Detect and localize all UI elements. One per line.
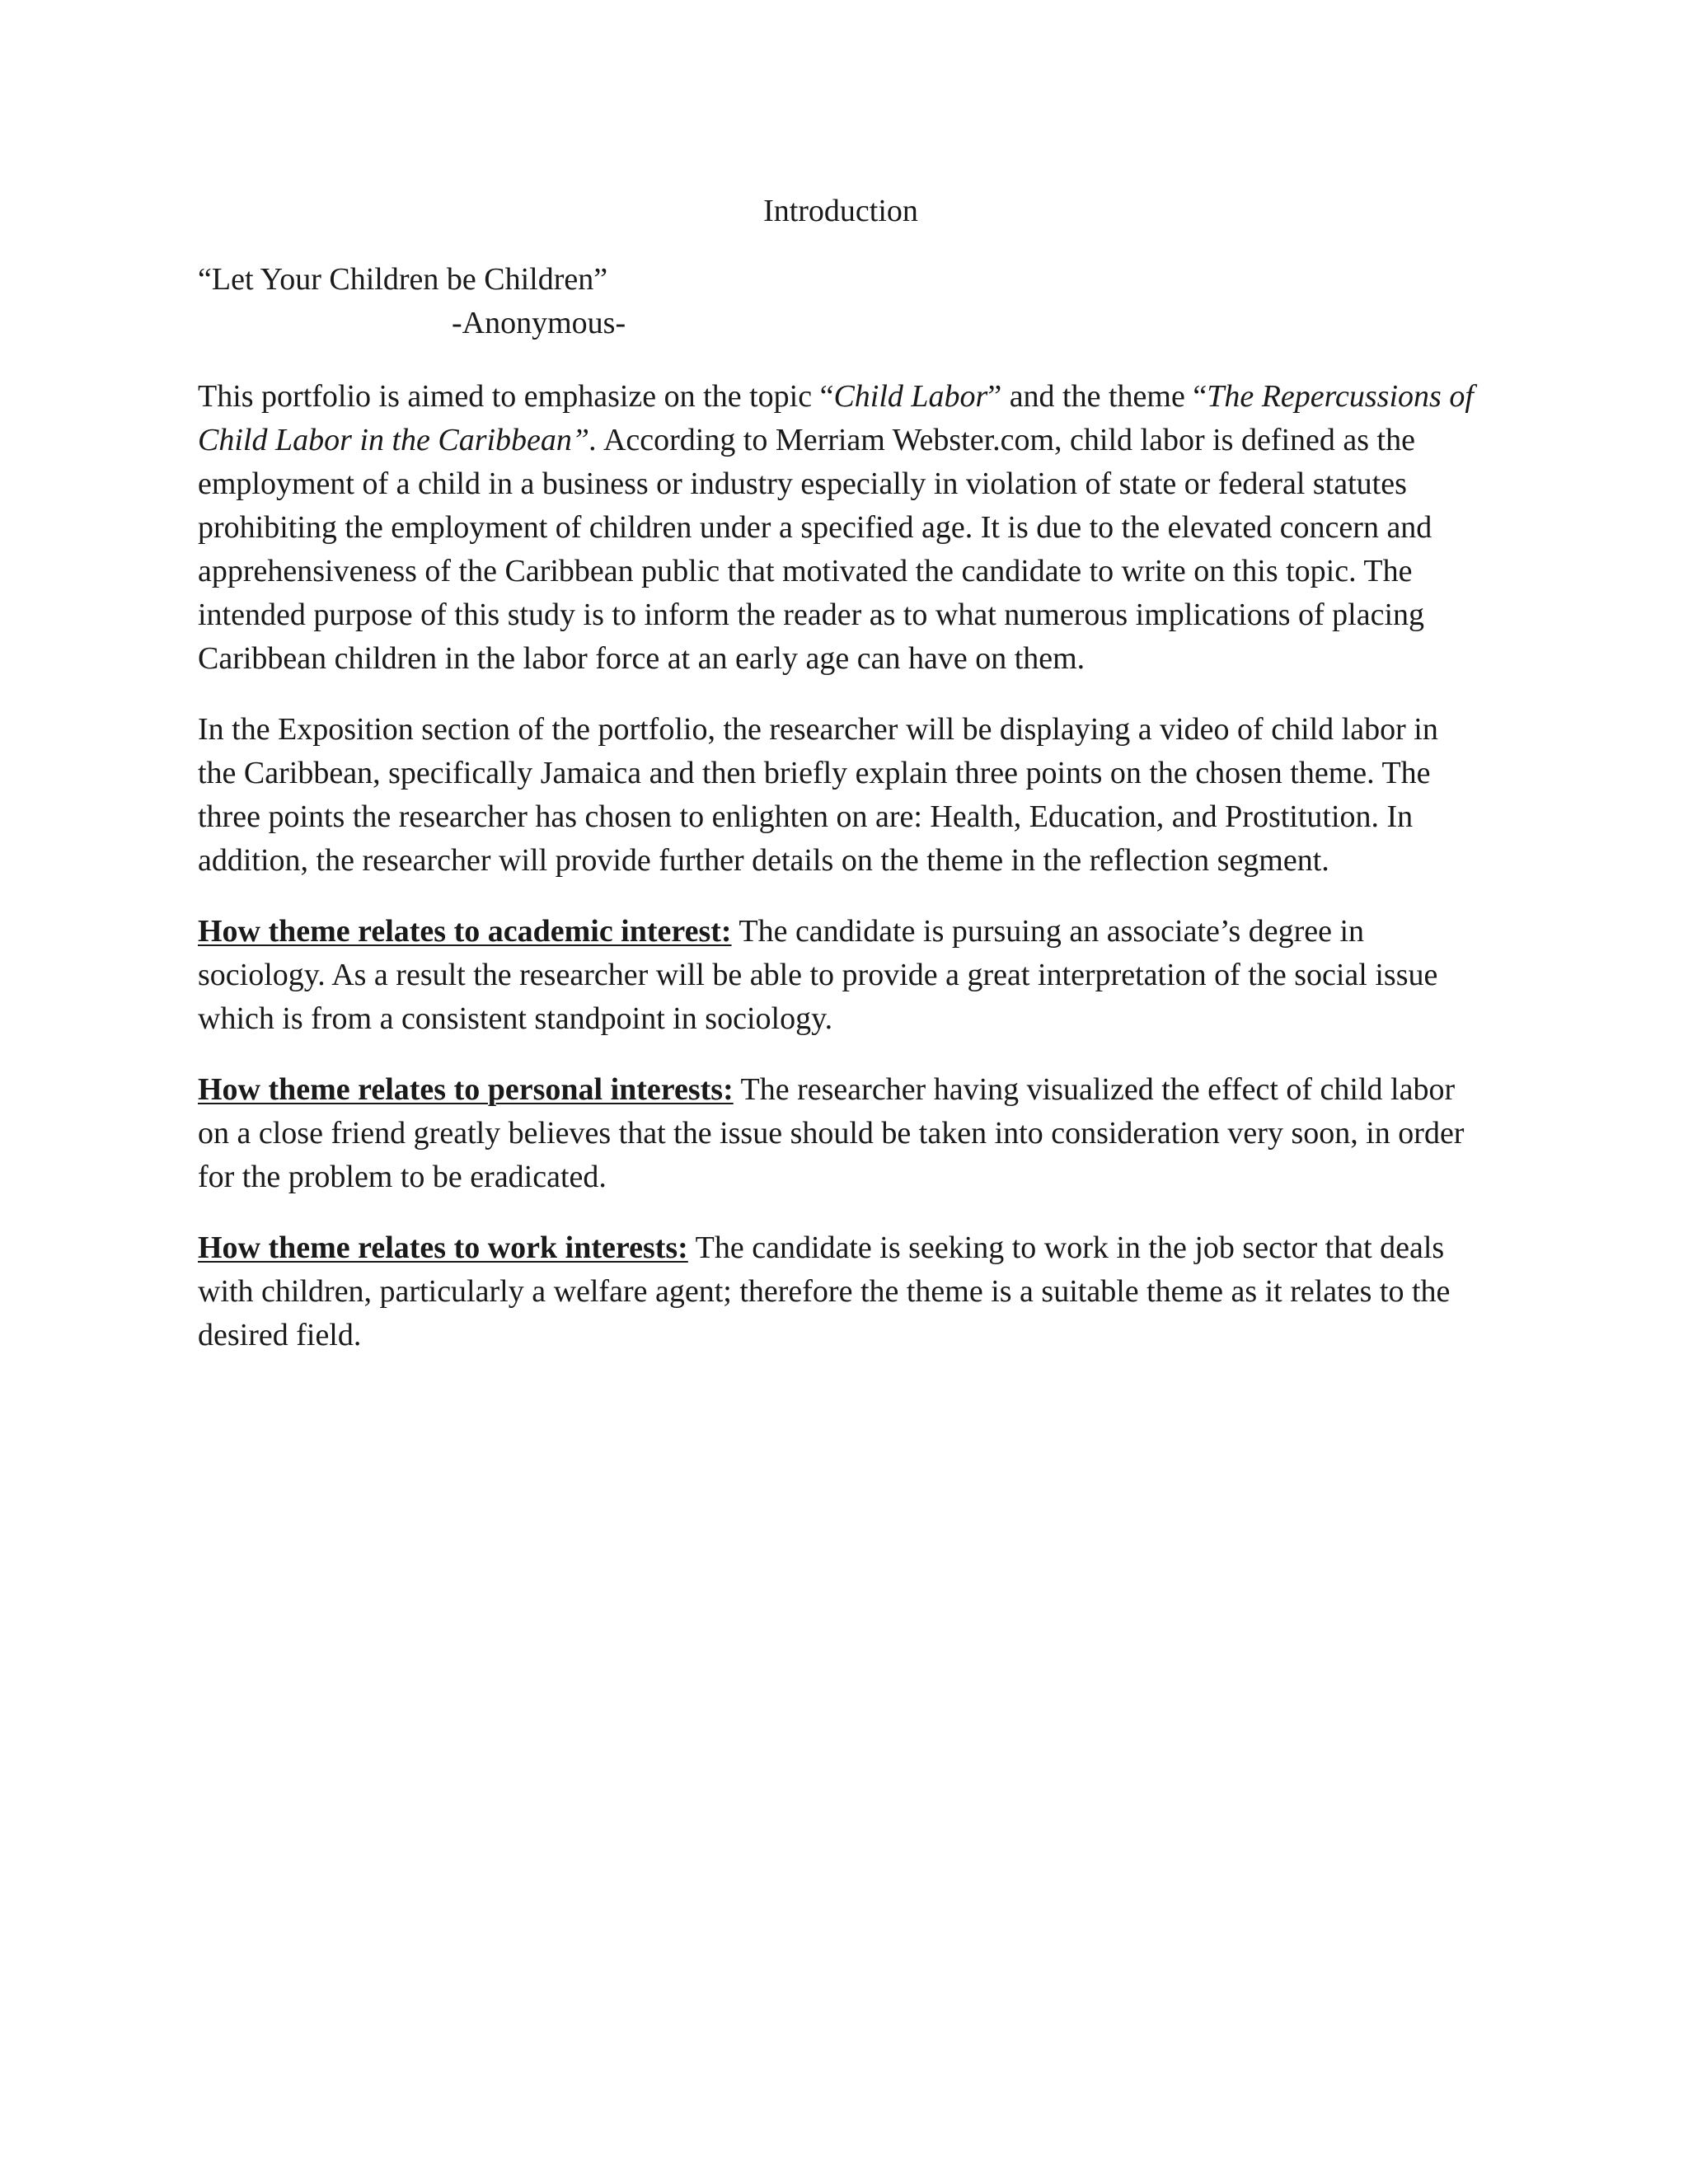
exposition-paragraph: In the Exposition section of the portfolio, the researcher will be displaying a video of child labor in the Caribbean, specifically Jamaica and then briefly explain three points on the chosen theme. The three points the researcher has chosen to enlighten on are: Health, Education, and Prostitution. In addition, the researcher will provide further details on the theme in the reflection segment.: [198, 712, 1438, 878]
epigraph: [198, 258, 1484, 345]
epigraph-attribution: -Anonymous-: [452, 306, 626, 340]
intro-topic: Child Labor: [833, 379, 988, 414]
personal-interest-paragraph: [198, 1068, 1484, 1199]
intro-text-part2: ” and the theme “: [987, 379, 1207, 414]
work-interest-paragraph: [198, 1226, 1484, 1357]
academic-interest-label: How theme relates to academic interest:: [198, 914, 732, 949]
work-interest-text: The candidate is seeking to work in the job sector that deals with children, particularly a welfare agent; therefore the theme is a suitable theme as it relates to the desired field.: [198, 1230, 1451, 1352]
page-title: Introduction: [763, 194, 918, 228]
intro-text-part1: This portfolio is aimed to emphasize on the topic “: [198, 379, 834, 414]
academic-interest-paragraph: [198, 910, 1484, 1041]
epigraph-quote: “Let Your Children be Children”: [198, 262, 608, 297]
personal-interest-text: The researcher having visualized the effect of child labor on a close friend greatly believes that the issue should be taken into consideration very soon, in order for the problem to be eradicated.: [198, 1072, 1465, 1194]
document-body: [198, 190, 1484, 1385]
intro-paragraph: [198, 375, 1484, 681]
intro-text-part3: According to Merriam Webster.com, child labor is defined as the employment of a child in a business or industry especially in violation of state or federal statutes prohibiting the employment of children under a specified age. It is due to the elevated concern and apprehensiveness of the Caribbean public that motivated the candidate to write on this topic. The intended purpose of this study is to inform the reader as to what numerous implications of placing Caribbean children in the labor force at an early age can have on them.: [198, 423, 1432, 676]
academic-interest-text: The candidate is pursuing an associate’s degree in sociology. As a result the researcher will be able to provide a great interpretation of the social issue which is from a consistent standpoint in sociology.: [198, 914, 1438, 1036]
intro-theme: The Repercussions of Child Labor in the Caribbean”.: [198, 379, 1474, 457]
personal-interest-label: How theme relates to personal interests:: [198, 1072, 734, 1107]
work-interest-label: How theme relates to work interests:: [198, 1230, 688, 1265]
